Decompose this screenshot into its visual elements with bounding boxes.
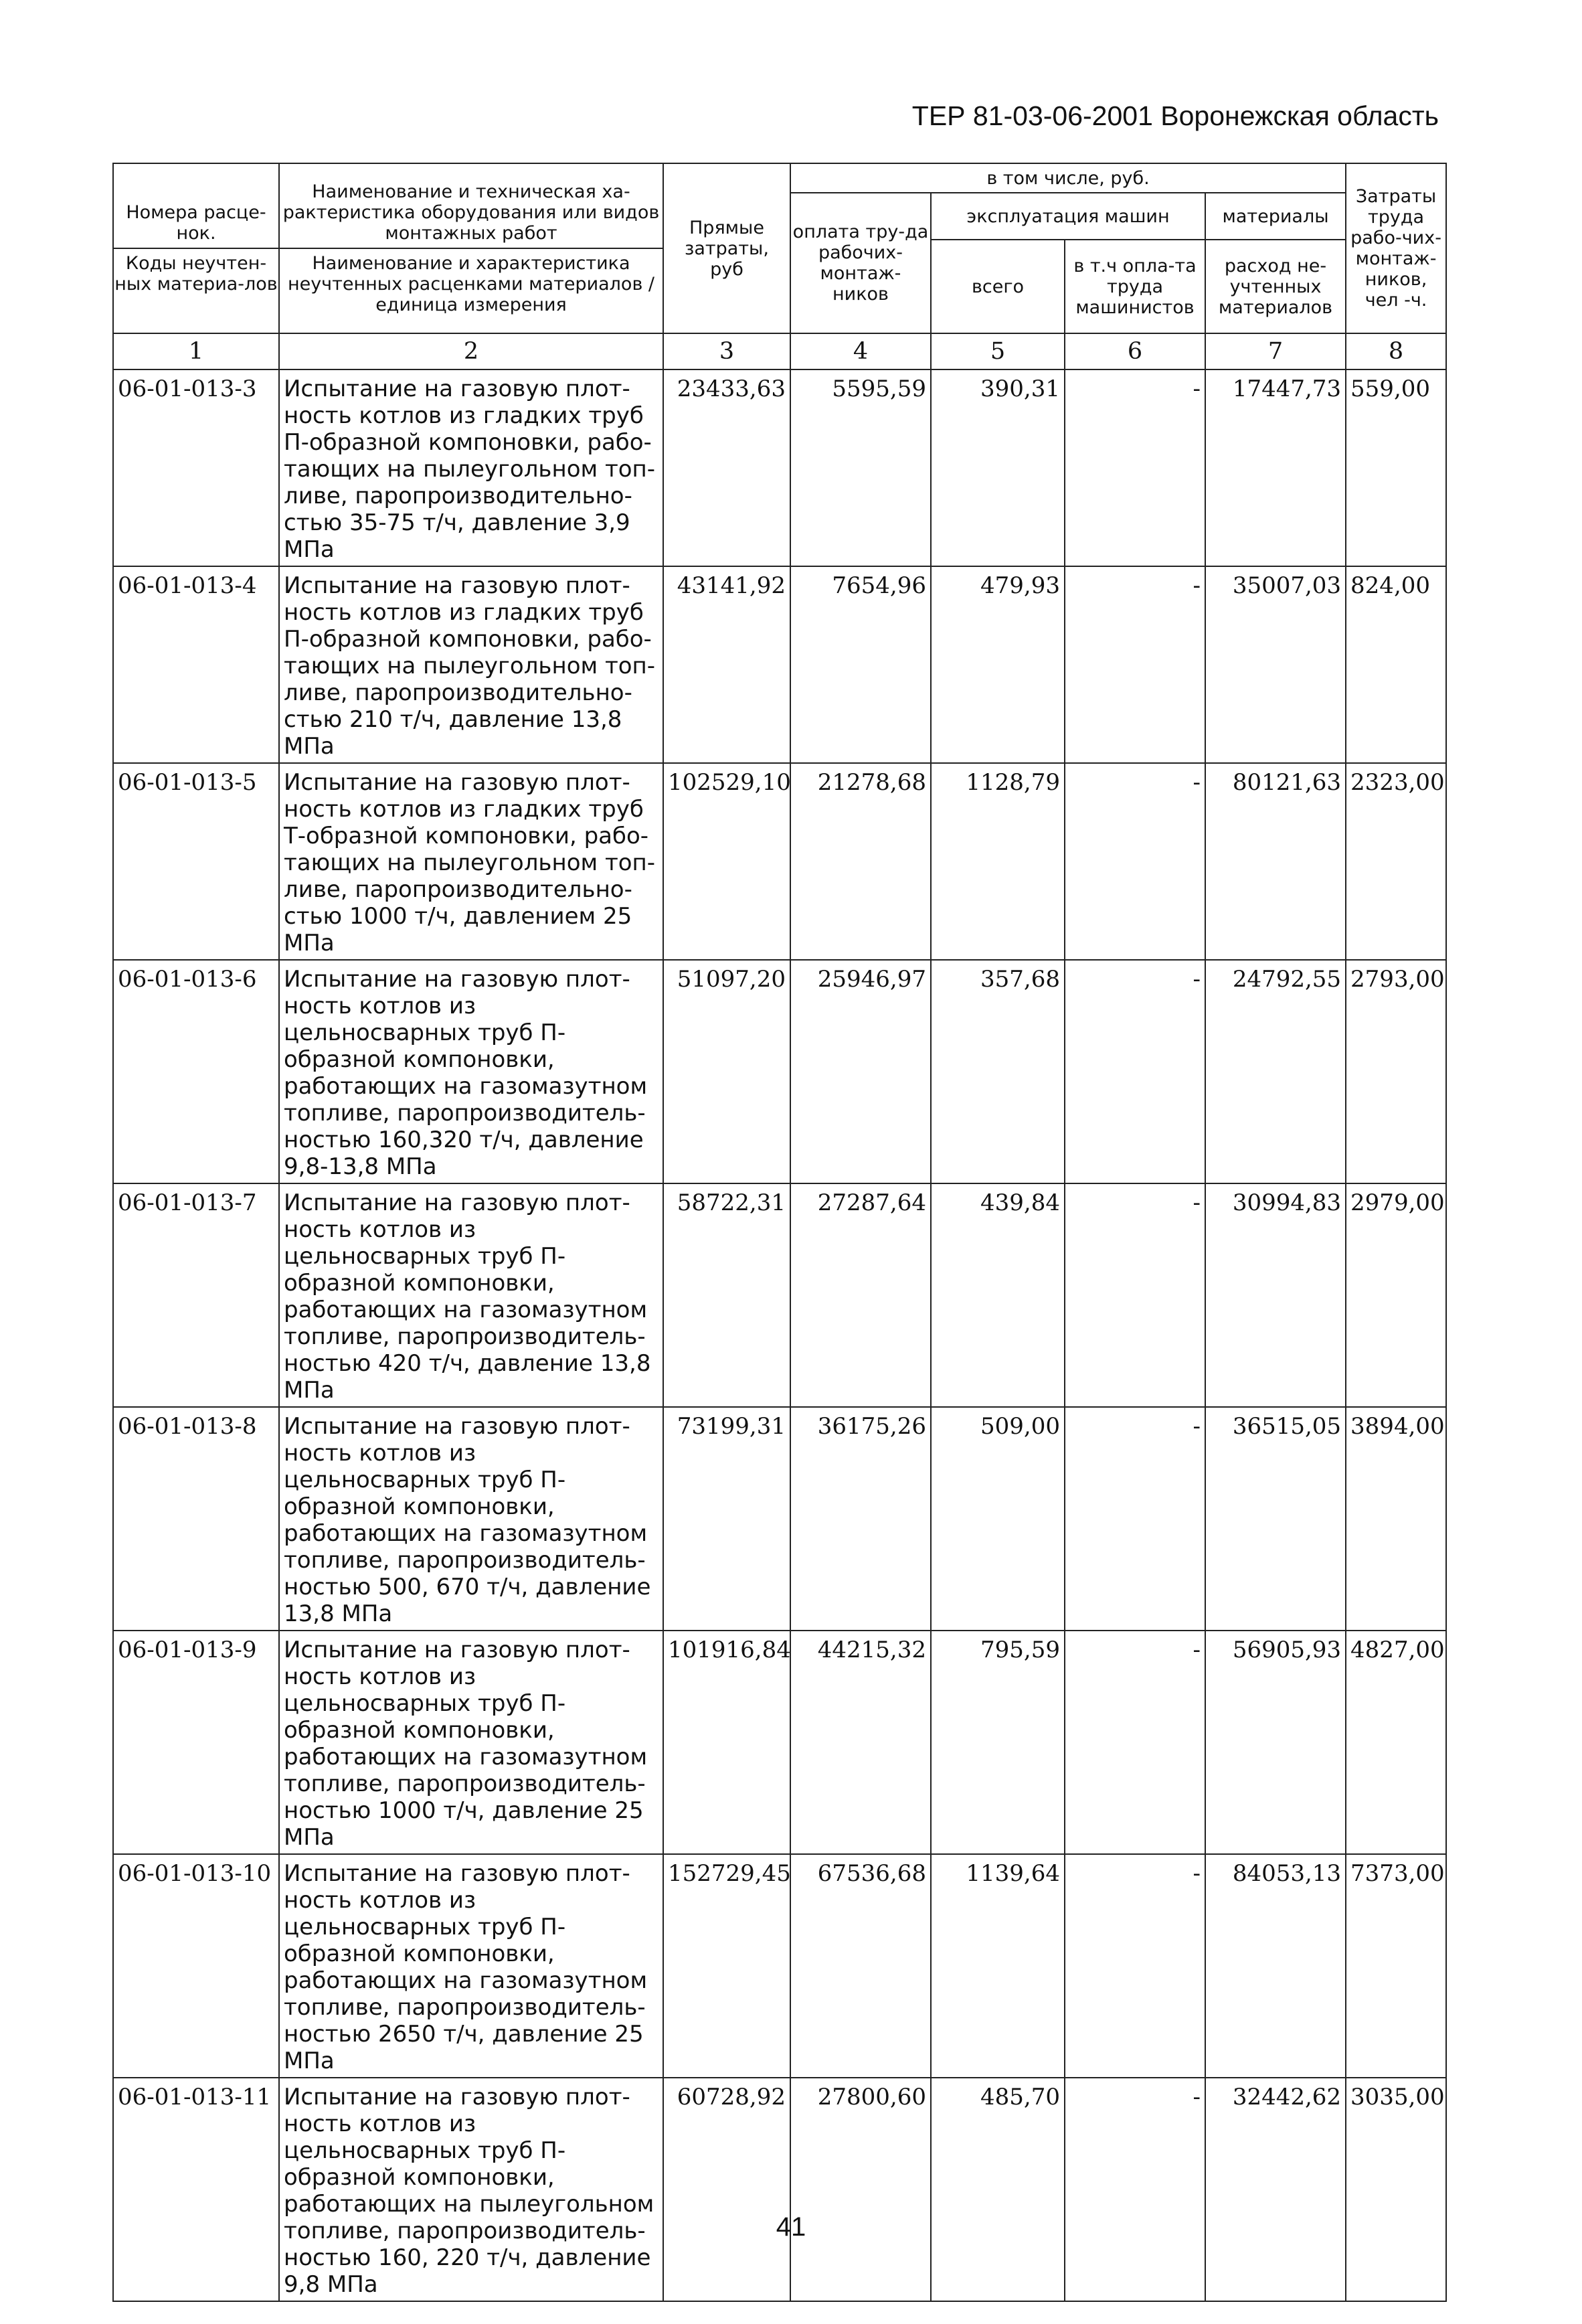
labor-payment: 27287,64 (790, 1183, 931, 1407)
direct-costs: 58722,31 (663, 1183, 790, 1407)
header-col1-bottom: Коды неучтен-ных материа-лов (114, 248, 278, 295)
labor-payment: 7654,96 (790, 566, 931, 763)
labor-payment: 21278,68 (790, 763, 931, 960)
work-description: Испытание на газовую плот-ность котлов из цельносварных труб П-образной компоновки, работающих на газомазутном топливе, паропроизводитель-ностью 2650 т/ч, давление 25 МПа (279, 1854, 663, 2078)
column-number: 6 (1065, 333, 1205, 369)
column-number: 8 (1346, 333, 1446, 369)
operators-payment: - (1065, 1631, 1205, 1854)
column-number: 7 (1205, 333, 1346, 369)
labor-hours: 559,00 (1346, 369, 1446, 566)
labor-hours: 4827,00 (1346, 1631, 1446, 1854)
work-description: Испытание на газовую плот-ность котлов из цельносварных труб П-образной компоновки, работающих на газомазутном топливе, паропроизводитель-ностью 500, 670 т/ч, давление 13,8 МПа (279, 1407, 663, 1631)
materials-cost: 17447,73 (1205, 369, 1346, 566)
table-row (113, 1854, 1446, 2078)
operators-payment: - (1065, 566, 1205, 763)
table-row (113, 763, 1446, 960)
header-col7: расход не-учтенных материалов (1205, 240, 1346, 333)
column-number: 2 (279, 333, 663, 369)
materials-cost: 24792,55 (1205, 960, 1346, 1183)
rate-code: 06-01-013-11 (113, 2078, 279, 2301)
machines-total: 1139,64 (931, 1854, 1065, 2078)
table-row (113, 369, 1446, 566)
rate-code: 06-01-013-5 (113, 763, 279, 960)
materials-cost: 32442,62 (1205, 2078, 1346, 2301)
rate-code: 06-01-013-10 (113, 1854, 279, 2078)
column-number: 5 (931, 333, 1065, 369)
labor-hours: 2793,00 (1346, 960, 1446, 1183)
header-col3: Прямые затраты, руб (663, 163, 790, 333)
table-row (113, 1407, 1446, 1631)
operators-payment: - (1065, 1854, 1205, 2078)
direct-costs: 43141,92 (663, 566, 790, 763)
machines-total: 795,59 (931, 1631, 1065, 1854)
direct-costs: 102529,10 (663, 763, 790, 960)
work-description: Испытание на газовую плот-ность котлов из гладких труб П-образной компоновки, рабо-тающих на пылеугольном топ-ливе, паропроизводительно-стью 210 т/ч, давление 13,8 МПа (279, 566, 663, 763)
work-description: Испытание на газовую плот-ность котлов из гладких труб П-образной компоновки, рабо-тающих на пылеугольном топ-ливе, паропроизводительно-стью 35-75 т/ч, давление 3,9 МПа (279, 369, 663, 566)
direct-costs: 60728,92 (663, 2078, 790, 2301)
rate-code: 06-01-013-8 (113, 1407, 279, 1631)
header-col2 (279, 163, 663, 333)
machines-total: 485,70 (931, 2078, 1065, 2301)
rates-table (112, 163, 1447, 2302)
rate-code: 06-01-013-7 (113, 1183, 279, 1407)
machines-total: 479,93 (931, 566, 1065, 763)
materials-cost: 84053,13 (1205, 1854, 1346, 2078)
labor-hours: 3035,00 (1346, 2078, 1446, 2301)
operators-payment: - (1065, 369, 1205, 566)
header-col4: оплата тру-да рабочих-монтаж-ников (790, 193, 931, 333)
labor-payment: 25946,97 (790, 960, 931, 1183)
table-row (113, 566, 1446, 763)
header-col8: Затраты труда рабо-чих-монтаж-ников, чел -ч. (1346, 163, 1446, 333)
column-number: 1 (113, 333, 279, 369)
machines-total: 390,31 (931, 369, 1065, 566)
labor-hours: 3894,00 (1346, 1407, 1446, 1631)
table-row (113, 1183, 1446, 1407)
direct-costs: 101916,84 (663, 1631, 790, 1854)
header-machines: эксплуатация машин (931, 193, 1205, 240)
header-col6: в т.ч опла-та труда машинистов (1065, 240, 1205, 333)
rate-code: 06-01-013-4 (113, 566, 279, 763)
materials-cost: 30994,83 (1205, 1183, 1346, 1407)
page-header-title: ТЕР 81-03-06-2001 Воронежская область (911, 100, 1439, 131)
page-number: 41 (776, 2212, 806, 2242)
operators-payment: - (1065, 1407, 1205, 1631)
direct-costs: 23433,63 (663, 369, 790, 566)
labor-payment: 36175,26 (790, 1407, 931, 1631)
labor-payment: 44215,32 (790, 1631, 931, 1854)
table-row (113, 2078, 1446, 2301)
work-description: Испытание на газовую плот-ность котлов из цельносварных труб П-образной компоновки, работающих на газомазутном топливе, паропроизводитель-ностью 1000 т/ч, давление 25 МПа (279, 1631, 663, 1854)
direct-costs: 73199,31 (663, 1407, 790, 1631)
header-col2-bottom: Наименование и характеристика неучтенных расценками материалов / единица измерения (280, 248, 663, 315)
operators-payment: - (1065, 960, 1205, 1183)
labor-payment: 27800,60 (790, 2078, 931, 2301)
work-description: Испытание на газовую плот-ность котлов из цельносварных труб П-образной компоновки, работающих на газомазутном топливе, паропроизводитель-ностью 420 т/ч, давление 13,8 МПа (279, 1183, 663, 1407)
header-col1 (113, 163, 279, 333)
labor-hours: 2979,00 (1346, 1183, 1446, 1407)
header-col1-top: Номера расце-нок. (126, 202, 266, 244)
direct-costs: 152729,45 (663, 1854, 790, 2078)
work-description: Испытание на газовую плот-ность котлов из цельносварных труб П-образной компоновки, работающих на газомазутном топливе, паропроизводитель-ностью 160,320 т/ч, давление 9,8-13,8 МПа (279, 960, 663, 1183)
rate-code: 06-01-013-3 (113, 369, 279, 566)
operators-payment: - (1065, 763, 1205, 960)
materials-cost: 80121,63 (1205, 763, 1346, 960)
labor-hours: 824,00 (1346, 566, 1446, 763)
direct-costs: 51097,20 (663, 960, 790, 1183)
rate-code: 06-01-013-6 (113, 960, 279, 1183)
rates-table-container (112, 163, 1445, 2302)
rate-code: 06-01-013-9 (113, 1631, 279, 1854)
materials-cost: 56905,93 (1205, 1631, 1346, 1854)
labor-hours: 7373,00 (1346, 1854, 1446, 2078)
table-row (113, 1631, 1446, 1854)
header-group-including: в том числе, руб. (790, 163, 1346, 193)
operators-payment: - (1065, 2078, 1205, 2301)
machines-total: 509,00 (931, 1407, 1065, 1631)
machines-total: 357,68 (931, 960, 1065, 1183)
labor-hours: 2323,00 (1346, 763, 1446, 960)
work-description: Испытание на газовую плот-ность котлов из цельносварных труб П-образной компоновки, работающих на пылеугольном топливе, паропроизводитель-ностью 160, 220 т/ч, давление 9,8 МПа (279, 2078, 663, 2301)
column-number: 3 (663, 333, 790, 369)
header-materials: материалы (1205, 193, 1346, 240)
work-description: Испытание на газовую плот-ность котлов из гладких труб Т-образной компоновки, рабо-тающих на пылеугольном топ-ливе, паропроизводительно-стью 1000 т/ч, давлением 25 МПа (279, 763, 663, 960)
table-header (113, 163, 1446, 333)
operators-payment: - (1065, 1183, 1205, 1407)
machines-total: 1128,79 (931, 763, 1065, 960)
table-body (113, 369, 1446, 2301)
table-row (113, 960, 1446, 1183)
header-col5: всего (931, 240, 1065, 333)
labor-payment: 67536,68 (790, 1854, 931, 2078)
machines-total: 439,84 (931, 1183, 1065, 1407)
materials-cost: 36515,05 (1205, 1407, 1346, 1631)
materials-cost: 35007,03 (1205, 566, 1346, 763)
labor-payment: 5595,59 (790, 369, 931, 566)
column-numbers (113, 333, 1446, 369)
column-number: 4 (790, 333, 931, 369)
header-col2-top: Наименование и техническая ха-рактеристика оборудования или видов монтажных работ (282, 181, 660, 244)
